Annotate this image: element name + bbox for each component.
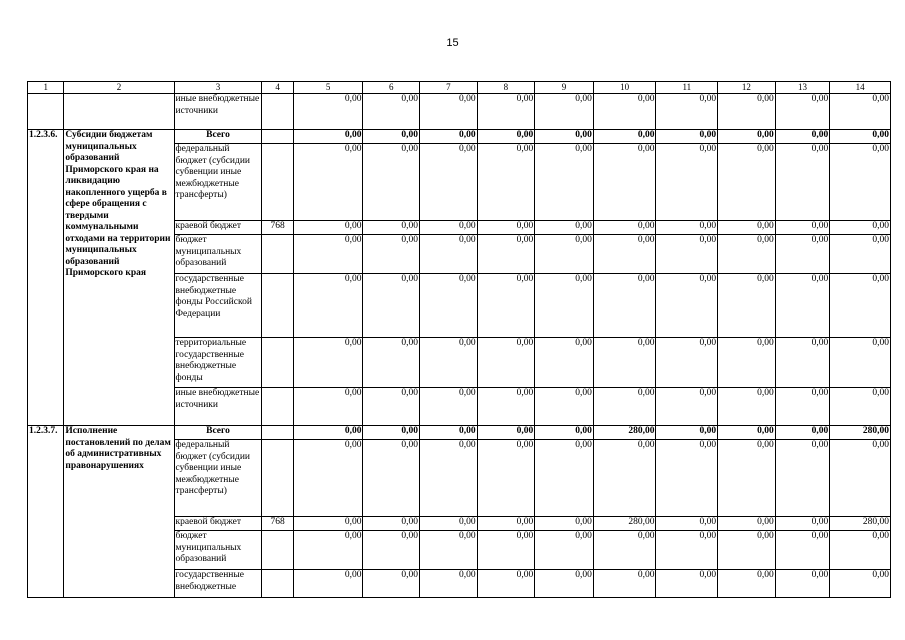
amount-cell: 0,00 [775, 338, 830, 388]
amount-cell: 0,00 [535, 440, 594, 517]
amount-cell: 0,00 [420, 130, 478, 144]
amount-cell: 0,00 [420, 388, 478, 426]
column-number-11: 11 [656, 82, 718, 94]
amount-cell: 0,00 [477, 235, 535, 274]
amount-cell: 0,00 [363, 338, 420, 388]
amount-cell: 0,00 [718, 570, 776, 598]
amount-cell: 0,00 [830, 388, 891, 426]
amount-cell: 0,00 [293, 221, 363, 235]
budget-table [27, 81, 891, 598]
amount-cell: 0,00 [718, 235, 776, 274]
amount-cell: 0,00 [293, 426, 363, 440]
amount-cell: 0,00 [656, 144, 718, 221]
carry-name-cell [64, 94, 174, 130]
amount-cell: 0,00 [293, 94, 363, 130]
amount-cell: 0,00 [363, 388, 420, 426]
total-row [28, 426, 891, 440]
amount-cell: 0,00 [420, 221, 478, 235]
column-number-6: 6 [363, 82, 420, 94]
amount-cell: 280,00 [593, 426, 656, 440]
amount-cell: 0,00 [775, 570, 830, 598]
amount-cell: 0,00 [830, 130, 891, 144]
page-number: 15 [446, 37, 459, 49]
amount-cell: 0,00 [593, 274, 656, 338]
amount-cell: 0,00 [535, 570, 594, 598]
amount-cell: 0,00 [656, 570, 718, 598]
grbs-code-cell [262, 94, 293, 130]
amount-cell: 0,00 [593, 440, 656, 517]
amount-cell: 0,00 [830, 274, 891, 338]
amount-cell: 0,00 [718, 426, 776, 440]
amount-cell: 0,00 [718, 517, 776, 531]
amount-cell: 0,00 [293, 235, 363, 274]
column-number-2: 2 [64, 82, 174, 94]
amount-cell: 0,00 [293, 570, 363, 598]
amount-cell: 0,00 [775, 130, 830, 144]
amount-cell: 0,00 [293, 517, 363, 531]
funding-source-cell: федеральный бюджет (субсидии субвенции иные межбюджетные трансферты) [174, 440, 262, 517]
amount-cell: 0,00 [593, 338, 656, 388]
amount-cell: 0,00 [363, 531, 420, 570]
total-row [28, 130, 891, 144]
amount-cell: 0,00 [593, 130, 656, 144]
amount-cell: 0,00 [535, 144, 594, 221]
amount-cell: 0,00 [535, 274, 594, 338]
funding-source-cell: Всего [174, 130, 262, 144]
amount-cell: 0,00 [593, 94, 656, 130]
amount-cell: 0,00 [420, 144, 478, 221]
funding-source-cell: краевой бюджет [174, 221, 262, 235]
amount-cell: 0,00 [593, 570, 656, 598]
amount-cell: 0,00 [830, 221, 891, 235]
amount-cell: 0,00 [718, 274, 776, 338]
amount-cell: 0,00 [477, 531, 535, 570]
grbs-code-cell [262, 130, 293, 144]
amount-cell: 0,00 [593, 531, 656, 570]
amount-cell: 0,00 [293, 144, 363, 221]
funding-source-cell: бюджет муниципальных образований [174, 531, 262, 570]
amount-cell: 0,00 [477, 388, 535, 426]
funding-source-cell: иные внебюджетные источники [174, 94, 262, 130]
amount-cell: 0,00 [363, 221, 420, 235]
section-code: 1.2.3.7. [28, 426, 64, 598]
amount-cell: 0,00 [775, 531, 830, 570]
amount-cell: 0,00 [477, 426, 535, 440]
amount-cell: 0,00 [593, 144, 656, 221]
amount-cell: 0,00 [718, 338, 776, 388]
amount-cell: 0,00 [830, 144, 891, 221]
column-number-8: 8 [477, 82, 535, 94]
amount-cell: 0,00 [718, 94, 776, 130]
amount-cell: 0,00 [477, 517, 535, 531]
amount-cell: 0,00 [830, 531, 891, 570]
column-number-4: 4 [262, 82, 293, 94]
amount-cell: 0,00 [656, 531, 718, 570]
amount-cell: 0,00 [420, 426, 478, 440]
amount-cell: 0,00 [363, 517, 420, 531]
amount-cell: 0,00 [420, 338, 478, 388]
amount-cell: 0,00 [535, 426, 594, 440]
amount-cell: 0,00 [775, 388, 830, 426]
section-name: Субсидии бюджетам муниципальных образований Приморского края на ликвидацию накопленного ущерба в сфере обращения с твердыми коммунальными отходами на территории муниципальных образований Приморского края [64, 130, 174, 426]
amount-cell: 0,00 [535, 388, 594, 426]
amount-cell: 0,00 [656, 94, 718, 130]
amount-cell: 0,00 [656, 517, 718, 531]
amount-cell: 0,00 [593, 235, 656, 274]
grbs-code-cell [262, 531, 293, 570]
funding-source-cell: иные внебюджетные источники [174, 388, 262, 426]
grbs-code-cell: 768 [262, 221, 293, 235]
amount-cell: 0,00 [775, 144, 830, 221]
column-number-5: 5 [293, 82, 363, 94]
amount-cell: 0,00 [718, 531, 776, 570]
amount-cell: 0,00 [363, 94, 420, 130]
amount-cell: 0,00 [656, 440, 718, 517]
amount-cell: 0,00 [656, 130, 718, 144]
amount-cell: 0,00 [775, 426, 830, 440]
column-number-14: 14 [830, 82, 891, 94]
grbs-code-cell: 768 [262, 517, 293, 531]
section-name: Исполнение постановлений по делам об административных правонарушениях [64, 426, 174, 598]
amount-cell: 0,00 [775, 94, 830, 130]
amount-cell: 0,00 [477, 94, 535, 130]
amount-cell: 0,00 [656, 274, 718, 338]
amount-cell: 0,00 [477, 338, 535, 388]
amount-cell: 0,00 [535, 235, 594, 274]
amount-cell: 0,00 [718, 144, 776, 221]
amount-cell: 0,00 [775, 221, 830, 235]
amount-cell: 0,00 [420, 235, 478, 274]
amount-cell: 0,00 [535, 94, 594, 130]
grbs-code-cell [262, 144, 293, 221]
grbs-code-cell [262, 338, 293, 388]
funding-source-cell: государственные внебюджетные [174, 570, 262, 598]
amount-cell: 0,00 [656, 426, 718, 440]
amount-cell: 0,00 [363, 130, 420, 144]
amount-cell: 0,00 [363, 426, 420, 440]
amount-cell: 280,00 [593, 517, 656, 531]
amount-cell: 0,00 [477, 440, 535, 517]
amount-cell: 0,00 [535, 531, 594, 570]
carry-code-cell [28, 94, 64, 130]
amount-cell: 280,00 [830, 517, 891, 531]
funding-source-cell: территориальные государственные внебюджетные фонды [174, 338, 262, 388]
grbs-code-cell [262, 426, 293, 440]
grbs-code-cell [262, 570, 293, 598]
amount-cell: 280,00 [830, 426, 891, 440]
amount-cell: 0,00 [535, 221, 594, 235]
amount-cell: 0,00 [293, 388, 363, 426]
amount-cell: 0,00 [293, 274, 363, 338]
table-header [28, 82, 891, 94]
column-number-row [28, 82, 891, 94]
column-number-1: 1 [28, 82, 64, 94]
amount-cell: 0,00 [420, 440, 478, 517]
amount-cell: 0,00 [775, 517, 830, 531]
column-number-13: 13 [775, 82, 830, 94]
amount-cell: 0,00 [830, 570, 891, 598]
amount-cell: 0,00 [477, 130, 535, 144]
amount-cell: 0,00 [656, 388, 718, 426]
amount-cell: 0,00 [775, 440, 830, 517]
amount-cell: 0,00 [775, 235, 830, 274]
amount-cell: 0,00 [656, 338, 718, 388]
column-number-9: 9 [535, 82, 594, 94]
amount-cell: 0,00 [293, 130, 363, 144]
amount-cell: 0,00 [718, 130, 776, 144]
amount-cell: 0,00 [477, 274, 535, 338]
amount-cell: 0,00 [420, 570, 478, 598]
grbs-code-cell [262, 274, 293, 338]
amount-cell: 0,00 [830, 94, 891, 130]
amount-cell: 0,00 [363, 235, 420, 274]
amount-cell: 0,00 [656, 235, 718, 274]
amount-cell: 0,00 [477, 570, 535, 598]
amount-cell: 0,00 [363, 274, 420, 338]
grbs-code-cell [262, 440, 293, 517]
amount-cell: 0,00 [420, 274, 478, 338]
amount-cell: 0,00 [535, 338, 594, 388]
grbs-code-cell [262, 388, 293, 426]
amount-cell: 0,00 [535, 517, 594, 531]
column-number-12: 12 [718, 82, 776, 94]
amount-cell: 0,00 [593, 221, 656, 235]
funding-source-cell: бюджет муниципальных образований [174, 235, 262, 274]
amount-cell: 0,00 [293, 531, 363, 570]
amount-cell: 0,00 [293, 440, 363, 517]
amount-cell: 0,00 [477, 221, 535, 235]
amount-cell: 0,00 [830, 235, 891, 274]
carry-over-row [28, 94, 891, 130]
amount-cell: 0,00 [293, 338, 363, 388]
amount-cell: 0,00 [420, 531, 478, 570]
funding-source-cell: Всего [174, 426, 262, 440]
funding-source-cell: краевой бюджет [174, 517, 262, 531]
column-number-3: 3 [174, 82, 262, 94]
amount-cell: 0,00 [420, 517, 478, 531]
amount-cell: 0,00 [363, 570, 420, 598]
funding-source-cell: государственные внебюджетные фонды Российской Федерации [174, 274, 262, 338]
grbs-code-cell [262, 235, 293, 274]
amount-cell: 0,00 [718, 440, 776, 517]
amount-cell: 0,00 [363, 440, 420, 517]
amount-cell: 0,00 [775, 274, 830, 338]
amount-cell: 0,00 [718, 388, 776, 426]
amount-cell: 0,00 [363, 144, 420, 221]
amount-cell: 0,00 [477, 144, 535, 221]
amount-cell: 0,00 [420, 94, 478, 130]
amount-cell: 0,00 [718, 221, 776, 235]
amount-cell: 0,00 [656, 221, 718, 235]
table-body [28, 94, 891, 598]
amount-cell: 0,00 [830, 338, 891, 388]
column-number-10: 10 [593, 82, 656, 94]
column-number-7: 7 [420, 82, 478, 94]
amount-cell: 0,00 [593, 388, 656, 426]
amount-cell: 0,00 [535, 130, 594, 144]
amount-cell: 0,00 [830, 440, 891, 517]
funding-source-cell: федеральный бюджет (субсидии субвенции иные межбюджетные трансферты) [174, 144, 262, 221]
section-code: 1.2.3.6. [28, 130, 64, 426]
